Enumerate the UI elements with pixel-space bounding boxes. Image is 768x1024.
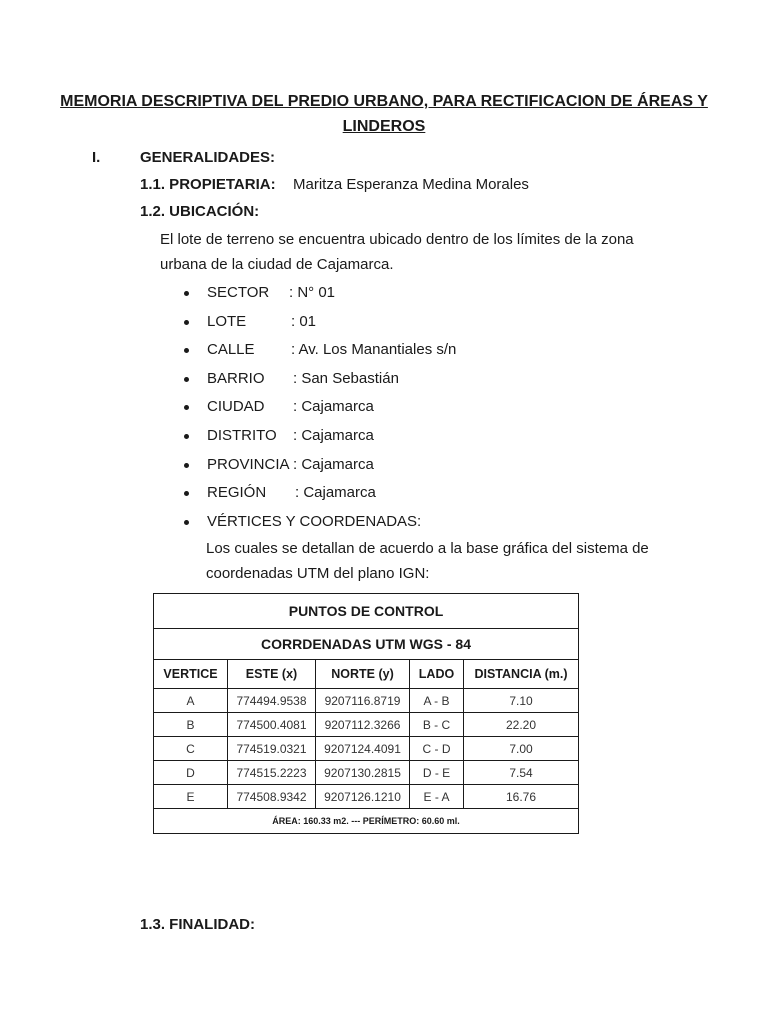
item-value: : 01 (291, 312, 317, 330)
bullet-icon (184, 520, 189, 525)
ubicacion-label: 1.2. UBICACIÓN: (140, 203, 260, 220)
bullet-icon (184, 291, 189, 296)
item-label: BARRIO (207, 369, 265, 387)
cell-distancia: 16.76 (464, 785, 579, 809)
control-points-table (153, 593, 579, 834)
cell-norte: 9207124.4091 (316, 737, 410, 761)
cell-norte: 9207112.3266 (316, 713, 410, 737)
cell-lado: D - E (410, 761, 464, 785)
table-row (154, 785, 579, 809)
item-label: REGIÓN (207, 484, 267, 502)
cell-distancia: 22.20 (464, 713, 579, 737)
cell-distancia: 7.10 (464, 689, 579, 713)
table-header-row (154, 660, 579, 689)
section-title: GENERALIDADES: (140, 149, 276, 166)
item-label: CALLE (207, 341, 255, 359)
table-row (154, 713, 579, 737)
cell-este: 774508.9342 (228, 785, 316, 809)
cell-este: 774515.2223 (228, 761, 316, 785)
item-value: : Cajamarca (293, 398, 374, 416)
bullet-icon (184, 348, 189, 353)
cell-vertice: D (154, 761, 228, 785)
finalidad-label: 1.3. FINALIDAD: (140, 916, 256, 933)
coordinates-paragraph: Los cuales se detallan de acuerdo a la base gráfica del sistema de coordenadas UTM del plano IGN: (206, 540, 649, 582)
table-row (154, 737, 579, 761)
cell-este: 774519.0321 (228, 737, 316, 761)
header-vertice: VERTICE (154, 660, 228, 689)
table-title: PUNTOS DE CONTROL (154, 594, 579, 629)
item-label: PROVINCIA (207, 455, 290, 473)
item-label: DISTRITO (207, 426, 277, 444)
cell-distancia: 7.00 (464, 737, 579, 761)
bullet-icon (184, 405, 189, 410)
table-subtitle: CORRDENADAS UTM WGS - 84 (154, 629, 579, 660)
item-value: : N° 01 (289, 284, 336, 301)
cell-lado: C - D (410, 737, 464, 761)
cell-lado: A - B (410, 689, 464, 713)
cell-vertice: E (154, 785, 228, 809)
item-label: SECTOR (207, 284, 270, 301)
item-label: VÉRTICES Y COORDENADAS: (207, 512, 422, 530)
item-label: LOTE (207, 312, 247, 330)
bullet-icon (184, 463, 189, 468)
item-value: : San Sebastián (293, 369, 399, 387)
header-norte: NORTE (y) (316, 660, 410, 689)
item-value: : Cajamarca (293, 455, 374, 473)
bullet-icon (184, 320, 189, 325)
section-number: I. (92, 149, 101, 166)
cell-vertice: B (154, 713, 228, 737)
cell-este: 774494.9538 (228, 689, 316, 713)
document-title: MEMORIA DESCRIPTIVA DEL PREDIO URBANO, PARA RECTIFICACION DE ÁREAS Y LINDEROS (60, 93, 708, 135)
item-value: : Cajamarca (295, 484, 376, 502)
cell-norte: 9207130.2815 (316, 761, 410, 785)
cell-lado: E - A (410, 785, 464, 809)
table-row (154, 761, 579, 785)
cell-vertice: A (154, 689, 228, 713)
header-lado: LADO (410, 660, 464, 689)
header-distancia: DISTANCIA (m.) (464, 660, 579, 689)
header-este: ESTE (x) (228, 660, 316, 689)
item-value: : Av. Los Manantiales s/n (291, 341, 457, 359)
item-value: : Cajamarca (293, 426, 374, 444)
propietaria-value: Maritza Esperanza Medina Morales (293, 176, 529, 193)
table-row (154, 689, 579, 713)
cell-distancia: 7.54 (464, 761, 579, 785)
item-label: CIUDAD (207, 398, 265, 416)
bullet-icon (184, 491, 189, 496)
ubicacion-paragraph: El lote de terreno se encuentra ubicado dentro de los límites de la zona urbana de la ciudad de Cajamarca. (160, 231, 634, 273)
cell-lado: B - C (410, 713, 464, 737)
cell-vertice: C (154, 737, 228, 761)
bullet-icon (184, 434, 189, 439)
table-footer: ÁREA: 160.33 m2. --- PERÍMETRO: 60.60 ml. (154, 809, 579, 834)
cell-norte: 9207126.1210 (316, 785, 410, 809)
cell-este: 774500.4081 (228, 713, 316, 737)
propietaria-label: 1.1. PROPIETARIA: (140, 176, 276, 193)
bullet-icon (184, 377, 189, 382)
cell-norte: 9207116.8719 (316, 689, 410, 713)
